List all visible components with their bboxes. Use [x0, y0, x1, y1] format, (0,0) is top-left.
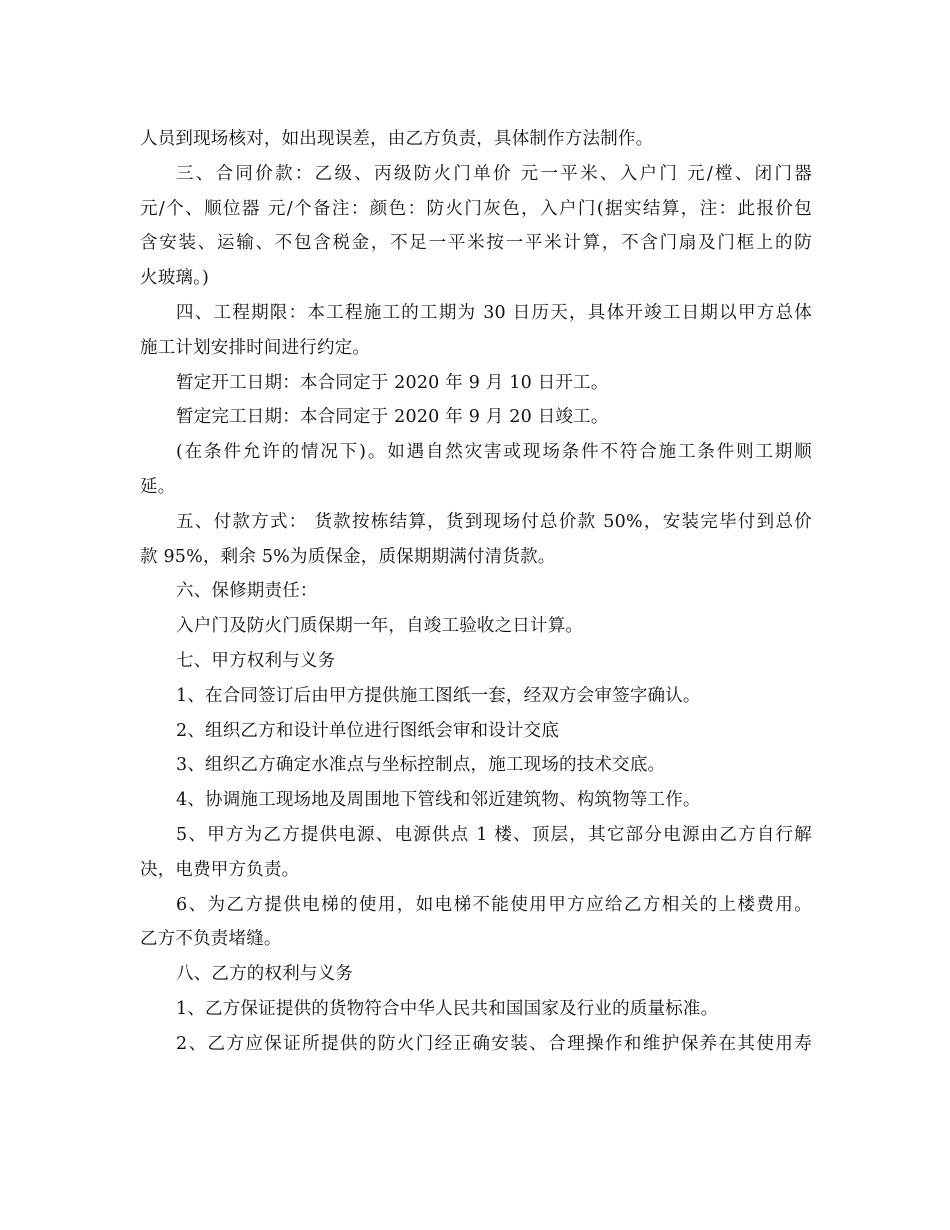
text-line: 七、甲方权利与义务 [176, 650, 336, 671]
text-line: 入户门及防火门质保期一年，自竣工验收之日计算。 [176, 616, 584, 637]
text-line: 5、甲方为乙方提供电源、电源供点 1 楼、顶层，其它部分电源由乙方自行解 [176, 824, 812, 845]
text-line: 2、乙方应保证所提供的防火门经正确安装、合理操作和维护保养在其使用寿 [176, 1033, 812, 1054]
text-line: 火玻璃。) [140, 268, 210, 289]
text-line: 决，电费甲方负责。 [140, 859, 300, 880]
text-line: 1、在合同签订后由甲方提供施工图纸一套，经双方会审签字确认。 [176, 685, 701, 706]
text-line: 八、乙方的权利与义务 [176, 964, 353, 985]
text-line: 人员到现场核对，如出现误差，由乙方负责，具体制作方法制作。 [140, 129, 654, 149]
text-line: 延。 [140, 476, 176, 497]
text-line: 2、组织乙方和设计单位进行图纸会审和设计交底 [176, 720, 560, 741]
text-line: 元/个、顺位器 元/个备注：颜色：防火门灰色，入户门(据实结算，注：此报价包 [140, 198, 812, 219]
text-line: 1、乙方保证提供的货物符合中华人民共和国国家及行业的质量标准。 [176, 998, 719, 1019]
text-line: 六、保修期责任： [176, 581, 318, 602]
text-line: 暂定开工日期：本合同定于 2020 年 9 月 10 日开工。 [176, 372, 609, 393]
text-line: 6、为乙方提供电梯的使用，如电梯不能使用甲方应给乙方相关的上楼费用。 [176, 894, 812, 915]
text-line: 款 95%，剩余 5%为质保金，质保期期满付清货款。 [140, 546, 556, 567]
contract-body [140, 122, 812, 1062]
text-line: 三、合同价款：乙级、丙级防火门单价 元一平米、入户门 元/樘、闭门器 [176, 163, 812, 184]
text-line: 施工计划安排时间进行约定。 [140, 337, 371, 358]
text-line: 暂定完工日期：本合同定于 2020 年 9 月 20 日竣工。 [176, 407, 609, 428]
text-line: (在条件允许的情况下)。如遇自然灾害或现场条件不符合施工条件则工期顺 [176, 442, 812, 463]
text-line: 乙方不负责堵缝。 [140, 929, 282, 950]
text-line: 五、付款方式： 货款按栋结算，货到现场付总价款 50%，安装完毕付到总价 [176, 511, 812, 532]
text-line: 含安装、运输、不包含税金，不足一平米按一平米计算，不含门扇及门框上的防 [140, 233, 812, 254]
text-line: 四、工程期限：本工程施工的工期为 30 日历天，具体开竣工日期以甲方总体 [176, 302, 812, 323]
text-line: 4、协调施工现场地及周围地下管线和邻近建筑物、构筑物等工作。 [176, 790, 701, 811]
text-line: 3、组织乙方确定水准点与坐标控制点，施工现场的技术交底。 [176, 755, 666, 776]
